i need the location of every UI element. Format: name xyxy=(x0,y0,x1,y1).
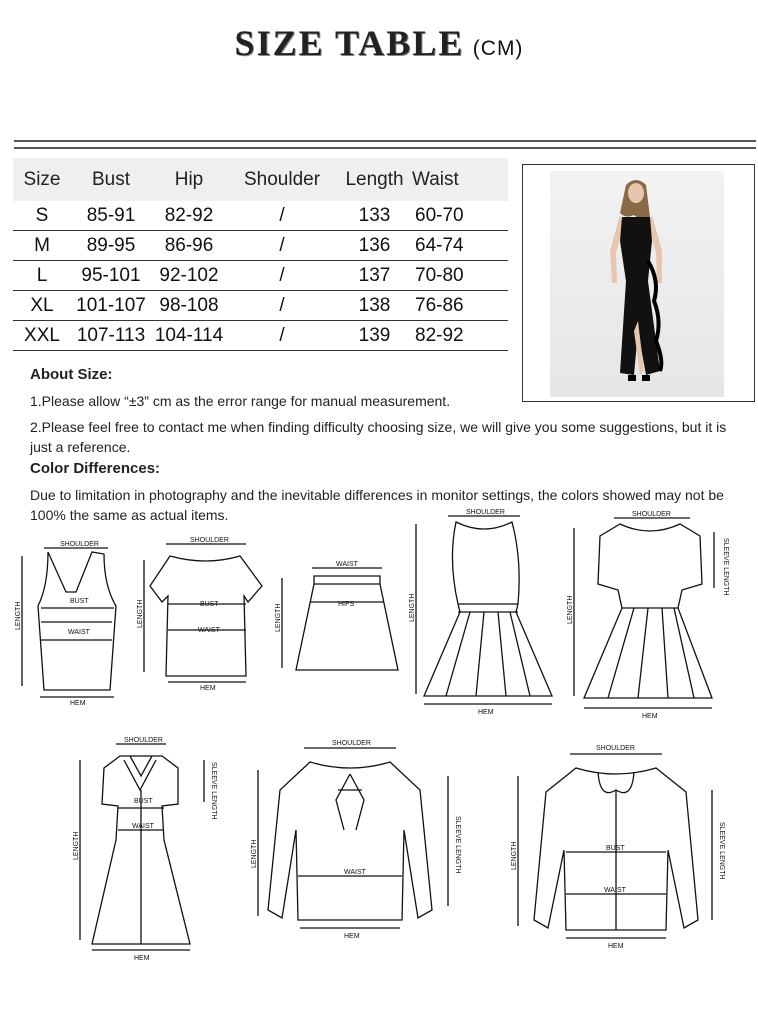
button-shirt-diagram xyxy=(511,745,725,950)
label-shoulder: SHOULDER xyxy=(596,745,635,752)
title-main: SIZE TABLE xyxy=(234,23,465,63)
model-figure xyxy=(550,171,724,397)
label-length: LENGTH xyxy=(73,831,80,860)
label-shoulder: SHOULDER xyxy=(124,737,163,744)
cell-shoulder: / xyxy=(279,324,285,346)
cell-shoulder: / xyxy=(279,204,285,226)
short-sleeve-dress-diagram xyxy=(567,511,729,720)
page-title xyxy=(0,22,758,64)
label-length: LENGTH xyxy=(511,841,518,870)
bow-blouse-diagram xyxy=(251,740,461,940)
header-bust: Bust xyxy=(91,168,131,190)
label-sleeve-length: SLEEVE LENGTH xyxy=(722,538,729,596)
cell-bust: 95-101 xyxy=(81,264,141,286)
cell-waist: 64-74 xyxy=(415,234,464,256)
label-bust: BUST xyxy=(606,845,625,852)
table-row xyxy=(13,201,508,231)
divider-top xyxy=(14,140,756,142)
label-hem: HEM xyxy=(344,933,360,940)
photo-background xyxy=(550,171,724,397)
tank-top-diagram xyxy=(15,541,116,707)
label-length: LENGTH xyxy=(137,599,144,628)
label-hem: HEM xyxy=(478,709,494,716)
measurement-diagrams xyxy=(0,500,758,970)
label-hem: HEM xyxy=(134,955,150,962)
label-hem: HEM xyxy=(200,685,216,692)
label-waist: WAIST xyxy=(336,561,358,568)
cell-hip: 82-92 xyxy=(164,204,214,226)
label-length: LENGTH xyxy=(275,603,282,632)
cell-bust: 89-95 xyxy=(86,234,136,256)
header-waist: Waist xyxy=(412,168,459,190)
label-hem: HEM xyxy=(608,943,624,950)
label-waist: WAIST xyxy=(132,823,154,830)
label-sleeve-length: SLEEVE LENGTH xyxy=(210,762,217,820)
label-shoulder: SHOULDER xyxy=(60,541,99,548)
label-length: LENGTH xyxy=(15,601,22,630)
cell-waist: 76-86 xyxy=(415,294,464,316)
label-shoulder: SHOULDER xyxy=(332,740,371,747)
cell-shoulder: / xyxy=(279,294,285,316)
header-size: Size xyxy=(23,168,61,190)
cell-shoulder: / xyxy=(279,264,285,286)
label-hem: HEM xyxy=(70,700,86,707)
size-table xyxy=(13,158,508,351)
cell-size: L xyxy=(36,264,48,286)
cell-length: 133 xyxy=(358,204,391,226)
label-waist: WAIST xyxy=(198,627,220,634)
label-sleeve-length: SLEEVE LENGTH xyxy=(718,822,725,880)
cell-bust: 85-91 xyxy=(86,204,136,226)
label-hem: HEM xyxy=(642,713,658,720)
cell-length: 138 xyxy=(358,294,391,316)
cell-length: 139 xyxy=(358,324,391,346)
cell-size: S xyxy=(35,204,49,226)
cell-length: 137 xyxy=(358,264,391,286)
label-waist: WAIST xyxy=(604,887,626,894)
label-shoulder: SHOULDER xyxy=(632,511,671,518)
about-size-heading: About Size: xyxy=(30,366,113,383)
label-shoulder: SHOULDER xyxy=(466,509,505,516)
header-length: Length xyxy=(345,168,404,190)
tshirt-diagram xyxy=(137,537,262,692)
label-shoulder: SHOULDER xyxy=(190,537,229,544)
cell-waist: 60-70 xyxy=(415,204,464,226)
about-size-item-1: 1.Please allow “±3” cm as the error range for manual measurement. xyxy=(30,393,451,409)
cell-size: XXL xyxy=(24,324,60,346)
label-length: LENGTH xyxy=(409,593,416,622)
label-length: LENGTH xyxy=(251,839,258,868)
cell-hip: 86-96 xyxy=(164,234,214,256)
label-bust: BUST xyxy=(70,598,89,605)
cell-size: M xyxy=(34,234,50,256)
about-size-item-2: 2.Please feel free to contact me when finding difficulty choosing size, we will give you some suggestions, but it is just a reference. xyxy=(30,419,727,455)
header-shoulder: Shoulder xyxy=(243,168,321,190)
label-waist: WAIST xyxy=(344,869,366,876)
table-row xyxy=(13,321,508,351)
cell-hip: 98-108 xyxy=(159,294,219,316)
cell-bust: 107-113 xyxy=(76,324,146,346)
table-row xyxy=(13,261,508,291)
cell-size: XL xyxy=(30,294,54,316)
table-row xyxy=(13,231,508,261)
label-bust: BUST xyxy=(134,798,153,805)
cell-waist: 82-92 xyxy=(415,324,464,346)
cell-hip: 104-114 xyxy=(154,324,224,346)
cell-length: 136 xyxy=(358,234,391,256)
label-waist: WAIST xyxy=(68,629,90,636)
garment-illustrations xyxy=(0,500,758,970)
table-row xyxy=(13,291,508,321)
color-differences-text: Due to limitation in photography and the inevitable differences in monitor settings, the colors showed may not be 100% the same as actual items. xyxy=(30,487,724,523)
cell-waist: 70-80 xyxy=(415,264,464,286)
header-hip: Hip xyxy=(174,168,204,190)
divider-bottom xyxy=(14,147,756,149)
cell-hip: 92-102 xyxy=(159,264,219,286)
shirt-dress-diagram xyxy=(73,737,217,962)
label-length: LENGTH xyxy=(567,595,574,624)
table-header xyxy=(13,158,508,201)
cell-bust: 101-107 xyxy=(76,294,146,316)
sleeveless-dress-diagram xyxy=(409,509,552,716)
cell-shoulder: / xyxy=(279,234,285,256)
color-differences-heading: Color Differences: xyxy=(30,460,161,477)
label-sleeve-length: SLEEVE LENGTH xyxy=(454,816,461,874)
label-bust: BUST xyxy=(200,601,219,608)
skirt-diagram xyxy=(275,561,398,670)
title-unit: (CM) xyxy=(472,37,524,60)
label-hips: HIPS xyxy=(338,601,355,608)
